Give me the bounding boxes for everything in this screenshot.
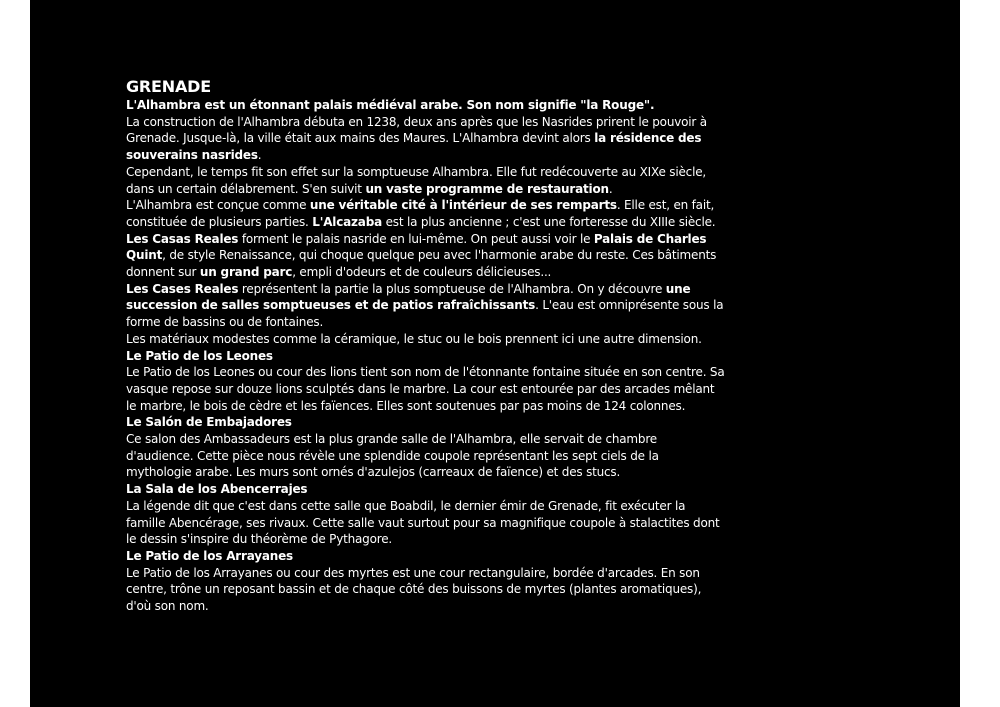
bold-text: Les Cases Reales — [126, 281, 239, 296]
paragraph-intro — [126, 97, 726, 114]
document-page — [30, 0, 960, 707]
paragraph-cite — [126, 197, 726, 281]
page-title: GRENADE — [126, 77, 211, 96]
bold-text: une succession de salles somptueuses et de patios rafraîchissants — [126, 281, 691, 313]
paragraph-heading-abencerrajes — [126, 481, 726, 498]
document-body — [126, 97, 726, 615]
bold-text: L'Alhambra est un étonnant palais médiéval arabe. Son nom signifie "la Rouge". — [126, 98, 655, 112]
text-run: Le Patio de los Leones ou cour des lions tient son nom de l'étonnante fontaine située en son centre. Sa vasque repose sur douze lions sculptés dans le marbre. La cour est entourée par des arcades mêlant le marbre, le bois de cèdre et les faïences. Elles sont soutenues par pas moins de 124 colonnes. — [126, 365, 725, 413]
paragraph-heading-arrayanes — [126, 548, 726, 565]
text-run: , empli d'odeurs et de couleurs délicieuses... — [292, 265, 552, 280]
bold-text: Les Casas Reales — [126, 231, 239, 246]
paragraph-construction — [126, 114, 726, 164]
bold-text: Palais de Charles Quint — [126, 231, 707, 263]
bold-text: L'Alcazaba — [312, 214, 382, 229]
text-run: . Elle est, en fait, constituée de plusieurs parties. — [126, 198, 715, 229]
text-run: L'Alhambra est conçue comme — [126, 198, 310, 213]
document-content — [126, 77, 726, 615]
paragraph-abencerrajes — [126, 498, 726, 548]
paragraph-leones — [126, 364, 726, 414]
bold-text: une véritable cité à l'intérieur de ses remparts — [309, 198, 617, 213]
text-run: est la plus ancienne ; c'est une forteresse du XIIIe siècle. — [381, 214, 716, 229]
bold-text: la résidence des souverains nasrides — [126, 131, 702, 163]
bold-text: Le Patio de los Arrayanes — [126, 548, 293, 563]
text-run: , de style Renaissance, qui choque quelque peu avec l'harmonie arabe du reste. Ces bâtiments donnent sur — [126, 248, 717, 280]
text-run: . L'eau est omniprésente sous la forme de bassins ou de fontaines. — [126, 298, 724, 330]
bold-text: Le Patio de los Leones — [126, 348, 273, 363]
paragraph-cases-reales — [126, 281, 726, 331]
text-run: forment le palais nasride en lui-même. On peut aussi voir le — [238, 231, 594, 246]
bold-text: un vaste programme de restauration — [365, 181, 609, 196]
text-run: Cependant, le temps fit son effet sur la somptueuse Alhambra. Elle fut redécouverte au XIXe siècle, dans un certain délabrement. S'en suivit — [126, 164, 707, 196]
paragraph-arrayanes — [126, 565, 726, 615]
text-run: La légende dit que c'est dans cette salle que Boabdil, le dernier émir de Grenade, fit exécuter la famille Abencérage, ses rivaux. Cette salle vaut surtout pour sa magnifique coupole à stalactites dont le dessin s'inspire du théorème de Pythagore. — [126, 498, 720, 547]
text-run: . — [608, 181, 613, 196]
bold-text: La Sala de los Abencerrajes — [126, 482, 308, 497]
text-run: Le Patio de los Arrayanes ou cour des myrtes est une cour rectangulaire, bordée d'arcades. En son centre, trône un reposant bassin et de chaque côté des buissons de myrtes (plantes aromatiques), d'où son nom. — [126, 565, 702, 614]
text-run: Ce salon des Ambassadeurs est la plus grande salle de l'Alhambra, elle servait de chambre d'audience. Cette pièce nous révèle une splendide coupole représentant les sept ciels de la mythologie arabe. Les murs sont ornés d'azulejos (carreaux de faïence) et des stucs. — [126, 432, 659, 480]
bold-text: Le Salón de Embajadores — [126, 415, 292, 430]
text-run: La construction de l'Alhambra débuta en 1238, deux ans après que les Nasrides prirent le pouvoir à Grenade. Jusque-là, la ville était aux mains des Maures. L'Alhambra devint alors — [126, 114, 707, 146]
paragraph-embajadores — [126, 431, 726, 481]
paragraph-materiaux — [126, 331, 726, 348]
bold-text: un grand parc — [199, 265, 293, 280]
paragraph-heading-embajadores — [126, 414, 726, 431]
text-run: . — [257, 148, 262, 163]
text-run: Les matériaux modestes comme la céramique, le stuc ou le bois prennent ici une autre dimension. — [126, 331, 702, 346]
text-run: représentent la partie la plus somptueuse de l'Alhambra. On y découvre — [238, 281, 666, 296]
paragraph-restauration — [126, 164, 726, 197]
paragraph-heading-leones — [126, 348, 726, 365]
